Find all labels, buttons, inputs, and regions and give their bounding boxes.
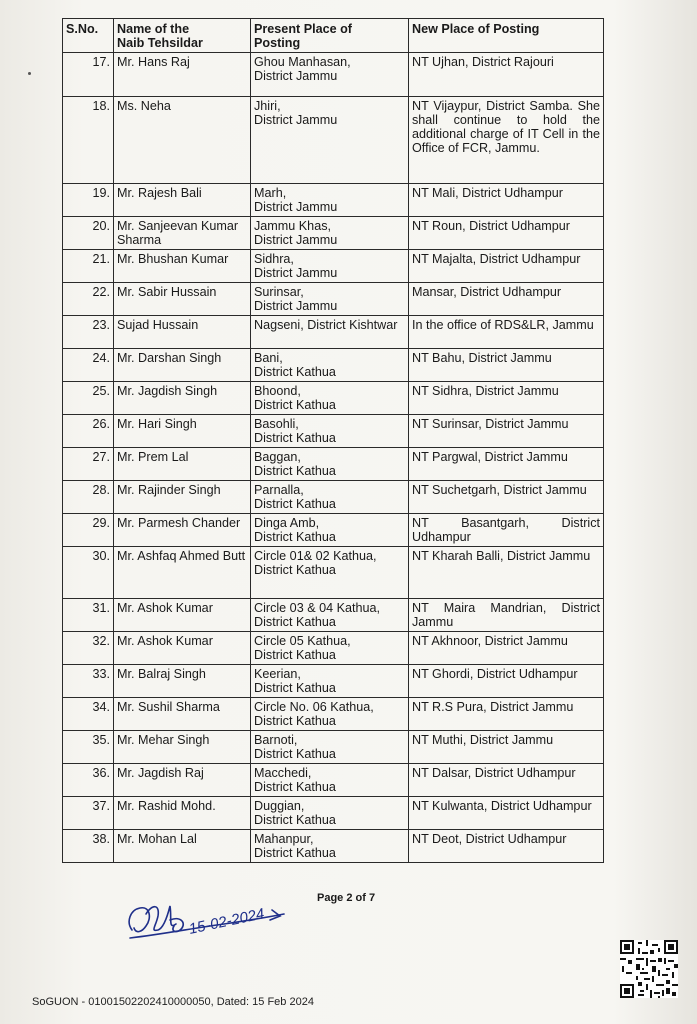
row-name: Mr. Sushil Sharma: [114, 698, 251, 731]
row-present-place: Parnalla, District Kathua: [251, 481, 409, 514]
row-new-place: NT Muthi, District Jammu: [409, 731, 604, 764]
table-row: [63, 698, 604, 731]
row-name: Mr. Jagdish Singh: [114, 382, 251, 415]
row-sno: 27.: [63, 448, 114, 481]
row-new-place: NT Basantgarh, District Udhampur: [409, 514, 604, 547]
document-footer: SoGUON - 01001502202410000050, Dated: 15 Feb 2024: [32, 996, 314, 1008]
row-present-place: Keerian, District Kathua: [251, 665, 409, 698]
table-body: [63, 53, 604, 863]
table-row: [63, 250, 604, 283]
row-new-place: NT Suchetgarh, District Jammu: [409, 481, 604, 514]
row-present-place: Circle 05 Kathua, District Kathua: [251, 632, 409, 665]
row-new-place: NT Deot, District Udhampur: [409, 830, 604, 863]
header-sno: S.No.: [63, 19, 114, 53]
qr-code-icon: [620, 940, 678, 998]
table-row: [63, 797, 604, 830]
table-row: [63, 514, 604, 547]
row-present-place: Barnoti, District Kathua: [251, 731, 409, 764]
row-sno: 21.: [63, 250, 114, 283]
table-row: [63, 481, 604, 514]
row-present-place: Basohli, District Kathua: [251, 415, 409, 448]
table-row: [63, 283, 604, 316]
row-name: Mr. Ashok Kumar: [114, 599, 251, 632]
row-new-place: NT Surinsar, District Jammu: [409, 415, 604, 448]
table-row: [63, 731, 604, 764]
table-row: [63, 184, 604, 217]
table-row: [63, 382, 604, 415]
row-sno: 32.: [63, 632, 114, 665]
table-row: [63, 632, 604, 665]
row-sno: 30.: [63, 547, 114, 599]
row-sno: 26.: [63, 415, 114, 448]
header-name: Name of the Naib Tehsildar: [114, 19, 251, 53]
row-present-place: Duggian, District Kathua: [251, 797, 409, 830]
row-present-place: Baggan, District Kathua: [251, 448, 409, 481]
row-new-place: NT Bahu, District Jammu: [409, 349, 604, 382]
row-new-place: NT Mali, District Udhampur: [409, 184, 604, 217]
row-name: Mr. Sabir Hussain: [114, 283, 251, 316]
row-new-place: NT Pargwal, District Jammu: [409, 448, 604, 481]
row-name: Sujad Hussain: [114, 316, 251, 349]
row-name: Mr. Prem Lal: [114, 448, 251, 481]
row-present-place: Bhoond, District Kathua: [251, 382, 409, 415]
scan-speck: [28, 72, 31, 75]
row-new-place: NT R.S Pura, District Jammu: [409, 698, 604, 731]
row-new-place: NT Vijaypur, District Samba. She shall continue to hold the additional charge of IT Cell in the Office of FCR, Jammu.: [409, 97, 604, 184]
row-present-place: Macchedi, District Kathua: [251, 764, 409, 797]
row-name: Mr. Rajinder Singh: [114, 481, 251, 514]
row-new-place: NT Sidhra, District Jammu: [409, 382, 604, 415]
row-name: Mr. Sanjeevan Kumar Sharma: [114, 217, 251, 250]
row-sno: 19.: [63, 184, 114, 217]
row-present-place: Circle 01& 02 Kathua, District Kathua: [251, 547, 409, 599]
table-header-row: [63, 19, 604, 53]
table-row: [63, 415, 604, 448]
row-name: Mr. Darshan Singh: [114, 349, 251, 382]
row-new-place: NT Dalsar, District Udhampur: [409, 764, 604, 797]
row-present-place: Ghou Manhasan, District Jammu: [251, 53, 409, 97]
row-name: Mr. Bhushan Kumar: [114, 250, 251, 283]
row-sno: 35.: [63, 731, 114, 764]
row-sno: 22.: [63, 283, 114, 316]
row-present-place: Marh, District Jammu: [251, 184, 409, 217]
row-new-place: Mansar, District Udhampur: [409, 283, 604, 316]
row-name: Mr. Mehar Singh: [114, 731, 251, 764]
row-sno: 24.: [63, 349, 114, 382]
signature-date: 15-02-2024: [187, 905, 266, 938]
row-new-place: NT Ghordi, District Udhampur: [409, 665, 604, 698]
row-present-place: Mahanpur, District Kathua: [251, 830, 409, 863]
row-name: Mr. Rajesh Bali: [114, 184, 251, 217]
row-name: Mr. Ashfaq Ahmed Butt: [114, 547, 251, 599]
row-new-place: NT Ujhan, District Rajouri: [409, 53, 604, 97]
header-new-place: New Place of Posting: [409, 19, 604, 53]
header-present-place: Present Place of Posting: [251, 19, 409, 53]
row-new-place: NT Roun, District Udhampur: [409, 217, 604, 250]
row-name: Mr. Jagdish Raj: [114, 764, 251, 797]
row-present-place: Sidhra, District Jammu: [251, 250, 409, 283]
row-new-place: In the office of RDS&LR, Jammu: [409, 316, 604, 349]
table-row: [63, 97, 604, 184]
row-sno: 29.: [63, 514, 114, 547]
table-row: [63, 599, 604, 632]
row-name: Mr. Balraj Singh: [114, 665, 251, 698]
row-present-place: Bani, District Kathua: [251, 349, 409, 382]
row-sno: 23.: [63, 316, 114, 349]
signature-image: [124, 894, 294, 952]
table-row: [63, 448, 604, 481]
row-new-place: NT Kulwanta, District Udhampur: [409, 797, 604, 830]
table-row: [63, 764, 604, 797]
row-new-place: NT Maira Mandrian, District Jammu: [409, 599, 604, 632]
row-sno: 36.: [63, 764, 114, 797]
row-sno: 31.: [63, 599, 114, 632]
row-name: Mr. Hans Raj: [114, 53, 251, 97]
row-sno: 37.: [63, 797, 114, 830]
row-new-place: NT Kharah Balli, District Jammu: [409, 547, 604, 599]
row-present-place: Jhiri, District Jammu: [251, 97, 409, 184]
row-name: Ms. Neha: [114, 97, 251, 184]
row-new-place: NT Akhnoor, District Jammu: [409, 632, 604, 665]
table-row: [63, 217, 604, 250]
row-sno: 17.: [63, 53, 114, 97]
row-present-place: Circle 03 & 04 Kathua, District Kathua: [251, 599, 409, 632]
table-row: [63, 53, 604, 97]
table-row: [63, 349, 604, 382]
row-name: Mr. Mohan Lal: [114, 830, 251, 863]
row-sno: 33.: [63, 665, 114, 698]
row-new-place: NT Majalta, District Udhampur: [409, 250, 604, 283]
row-present-place: Nagseni, District Kishtwar: [251, 316, 409, 349]
row-present-place: Jammu Khas, District Jammu: [251, 217, 409, 250]
row-name: Mr. Hari Singh: [114, 415, 251, 448]
row-sno: 18.: [63, 97, 114, 184]
row-present-place: Dinga Amb, District Kathua: [251, 514, 409, 547]
table-row: [63, 316, 604, 349]
row-name: Mr. Ashok Kumar: [114, 632, 251, 665]
table-row: [63, 665, 604, 698]
table-row: [63, 547, 604, 599]
row-sno: 28.: [63, 481, 114, 514]
row-sno: 34.: [63, 698, 114, 731]
table-row: [63, 830, 604, 863]
page-number: Page 2 of 7: [317, 892, 376, 904]
row-sno: 25.: [63, 382, 114, 415]
row-name: Mr. Parmesh Chander: [114, 514, 251, 547]
row-sno: 20.: [63, 217, 114, 250]
posting-table: [62, 18, 604, 863]
row-present-place: Circle No. 06 Kathua, District Kathua: [251, 698, 409, 731]
row-name: Mr. Rashid Mohd.: [114, 797, 251, 830]
row-present-place: Surinsar, District Jammu: [251, 283, 409, 316]
row-sno: 38.: [63, 830, 114, 863]
